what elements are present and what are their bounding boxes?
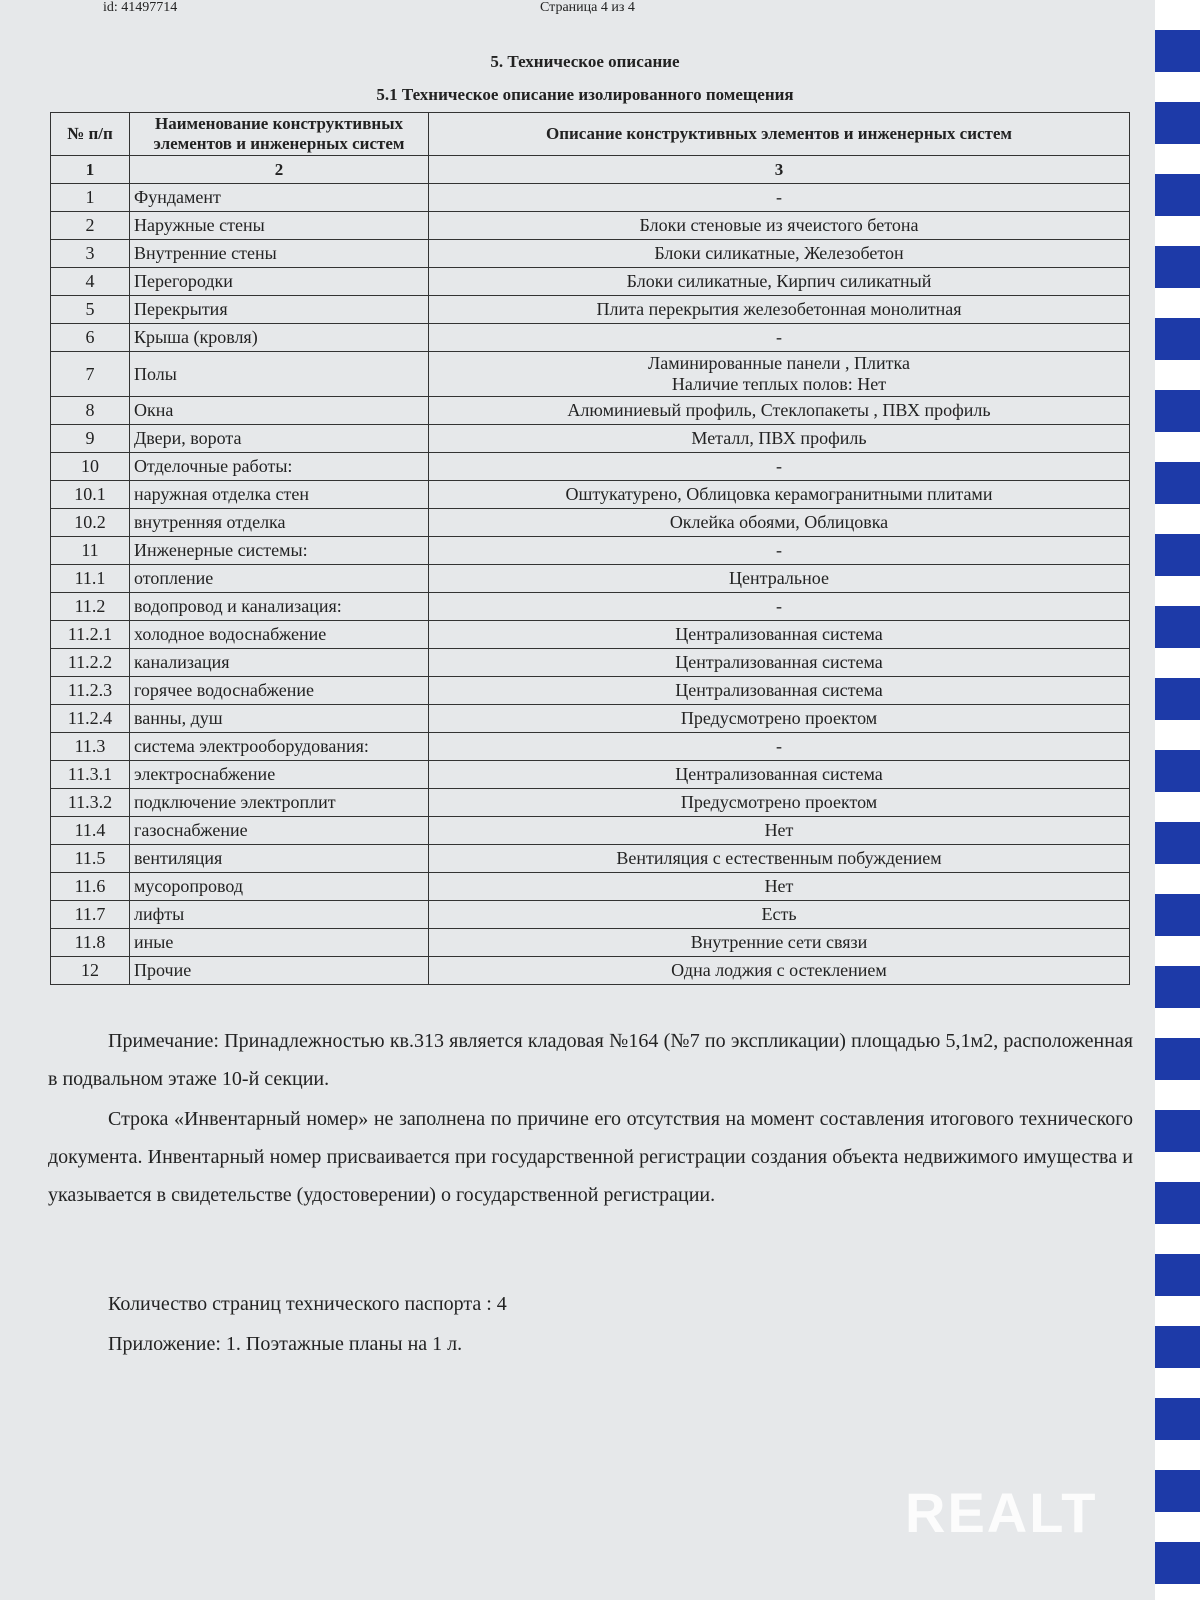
table-cell: - bbox=[429, 733, 1130, 761]
table-cell: система электрооборудования: bbox=[130, 733, 429, 761]
table-cell: Инженерные системы: bbox=[130, 537, 429, 565]
table-cell: 11.2.3 bbox=[51, 677, 130, 705]
table-cell: канализация bbox=[130, 649, 429, 677]
binding-rings bbox=[1155, 0, 1200, 1600]
table-cell: 11.2.1 bbox=[51, 621, 130, 649]
table-cell: Предусмотрено проектом bbox=[429, 789, 1130, 817]
table-cell: Отделочные работы: bbox=[130, 453, 429, 481]
inventory-note: Строка «Инвентарный номер» не заполнена по причине его отсутствия на момент составления итогового технического документа. Инвентарный номер присваивается при государственной регистрации создания объекта недвижимого имущества и указывается в свидетельстве (удостоверении) о государственной регистрации. bbox=[48, 1108, 1133, 1206]
page-number: Страница 4 из 4 bbox=[540, 0, 635, 15]
table-row bbox=[51, 425, 1130, 453]
table-cell: 11.2.2 bbox=[51, 649, 130, 677]
table-cell: водопровод и канализация: bbox=[130, 593, 429, 621]
table-cell: иные bbox=[130, 929, 429, 957]
table-row bbox=[51, 397, 1130, 425]
table-cell: Крыша (кровля) bbox=[130, 324, 429, 352]
table-cell: 2 bbox=[51, 212, 130, 240]
table-cell: вентиляция bbox=[130, 845, 429, 873]
table-row bbox=[51, 268, 1130, 296]
table-cell: подключение электроплит bbox=[130, 789, 429, 817]
table-cell: Двери, ворота bbox=[130, 425, 429, 453]
table-cell: Централизованная система bbox=[429, 677, 1130, 705]
table-cell: отопление bbox=[130, 565, 429, 593]
table-cell: 11.3 bbox=[51, 733, 130, 761]
table-cell: 11 bbox=[51, 537, 130, 565]
table-row bbox=[51, 352, 1130, 397]
table-cell: ванны, душ bbox=[130, 705, 429, 733]
table-cell: Блоки силикатные, Железобетон bbox=[429, 240, 1130, 268]
table-cell: Предусмотрено проектом bbox=[429, 705, 1130, 733]
col-number: 3 bbox=[429, 156, 1130, 184]
table-row bbox=[51, 761, 1130, 789]
watermark-logo: REALT bbox=[905, 1481, 1098, 1544]
table-row bbox=[51, 324, 1130, 352]
table-cell: 4 bbox=[51, 268, 130, 296]
table-row bbox=[51, 901, 1130, 929]
table-row bbox=[51, 184, 1130, 212]
table-cell: Внутренние сети связи bbox=[429, 929, 1130, 957]
col-number: 2 bbox=[130, 156, 429, 184]
table-cell: Нет bbox=[429, 873, 1130, 901]
table-cell: 11.5 bbox=[51, 845, 130, 873]
table-row bbox=[51, 957, 1130, 985]
table-cell: Ламинированные панели , Плитка Наличие теплых полов: Нет bbox=[429, 352, 1130, 397]
table-cell: 1 bbox=[51, 184, 130, 212]
table-cell: - bbox=[429, 537, 1130, 565]
table-cell: 11.2.4 bbox=[51, 705, 130, 733]
table-cell: Перекрытия bbox=[130, 296, 429, 324]
table-cell: 6 bbox=[51, 324, 130, 352]
table-cell: электроснабжение bbox=[130, 761, 429, 789]
table-cell: 11.2 bbox=[51, 593, 130, 621]
table-cell: Централизованная система bbox=[429, 649, 1130, 677]
table-cell: Централизованная система bbox=[429, 621, 1130, 649]
table-cell: Фундамент bbox=[130, 184, 429, 212]
col-header: Описание конструктивных элементов и инженерных систем bbox=[429, 113, 1130, 156]
table-cell: 3 bbox=[51, 240, 130, 268]
table-cell: 11.3.2 bbox=[51, 789, 130, 817]
table-cell: наружная отделка стен bbox=[130, 481, 429, 509]
table-cell: Внутренние стены bbox=[130, 240, 429, 268]
col-header: Наименование конструктивных элементов и инженерных систем bbox=[130, 113, 429, 156]
appendix: Приложение: 1. Поэтажные планы на 1 л. bbox=[108, 1333, 463, 1355]
table-row bbox=[51, 593, 1130, 621]
table-cell: - bbox=[429, 453, 1130, 481]
col-header: № п/п bbox=[51, 113, 130, 156]
table-row bbox=[51, 817, 1130, 845]
table-cell: - bbox=[429, 593, 1130, 621]
table-cell: 10.1 bbox=[51, 481, 130, 509]
table-row bbox=[51, 789, 1130, 817]
table-cell: холодное водоснабжение bbox=[130, 621, 429, 649]
table-cell: 11.3.1 bbox=[51, 761, 130, 789]
table-cell: - bbox=[429, 324, 1130, 352]
table-row bbox=[51, 537, 1130, 565]
table-cell: внутренняя отделка bbox=[130, 509, 429, 537]
table-cell: Плита перекрытия железобетонная монолитная bbox=[429, 296, 1130, 324]
table-cell: Одна лоджия с остеклением bbox=[429, 957, 1130, 985]
table-cell: - bbox=[429, 184, 1130, 212]
table-cell: 10.2 bbox=[51, 509, 130, 537]
note: Примечание: Принадлежностью кв.313 является кладовая №164 (№7 по экспликации) площадью 5,1м2, расположенная в подвальном этаже 10-й секции. bbox=[48, 1030, 1133, 1090]
table-cell: 12 bbox=[51, 957, 130, 985]
table-cell: 9 bbox=[51, 425, 130, 453]
table-cell: Перегородки bbox=[130, 268, 429, 296]
tech-table bbox=[50, 112, 1130, 985]
table-cell: Блоки стеновые из ячеистого бетона bbox=[429, 212, 1130, 240]
document-id: id: 41497714 bbox=[103, 0, 178, 15]
table-cell: 5 bbox=[51, 296, 130, 324]
table-row bbox=[51, 509, 1130, 537]
table-cell: лифты bbox=[130, 901, 429, 929]
table-row bbox=[51, 677, 1130, 705]
table-cell: газоснабжение bbox=[130, 817, 429, 845]
table-cell: Прочие bbox=[130, 957, 429, 985]
table-cell: Полы bbox=[130, 352, 429, 397]
table-cell: горячее водоснабжение bbox=[130, 677, 429, 705]
table-row bbox=[51, 296, 1130, 324]
table-row bbox=[51, 481, 1130, 509]
table-row bbox=[51, 845, 1130, 873]
table-cell: 8 bbox=[51, 397, 130, 425]
table-cell: Оклейка обоями, Облицовка bbox=[429, 509, 1130, 537]
section-title: 5. Техническое описание bbox=[490, 52, 680, 71]
table-row bbox=[51, 733, 1130, 761]
table-row bbox=[51, 621, 1130, 649]
table-row bbox=[51, 565, 1130, 593]
table-cell: Централизованная система bbox=[429, 761, 1130, 789]
table-row bbox=[51, 240, 1130, 268]
table-cell: 11.6 bbox=[51, 873, 130, 901]
table-row bbox=[51, 873, 1130, 901]
table-cell: Есть bbox=[429, 901, 1130, 929]
table-cell: Нет bbox=[429, 817, 1130, 845]
table-cell: Центральное bbox=[429, 565, 1130, 593]
table-cell: мусоропровод bbox=[130, 873, 429, 901]
table-row bbox=[51, 929, 1130, 957]
table-row bbox=[51, 705, 1130, 733]
table-row bbox=[51, 453, 1130, 481]
table-cell: Блоки силикатные, Кирпич силикатный bbox=[429, 268, 1130, 296]
table-cell: Наружные стены bbox=[130, 212, 429, 240]
table-cell: Металл, ПВХ профиль bbox=[429, 425, 1130, 453]
table-cell: 11.8 bbox=[51, 929, 130, 957]
table-cell: Алюминиевый профиль, Стеклопакеты , ПВХ профиль bbox=[429, 397, 1130, 425]
table-row bbox=[51, 649, 1130, 677]
table-cell: Вентиляция с естественным побуждением bbox=[429, 845, 1130, 873]
page-count: Количество страниц технического паспорта : 4 bbox=[108, 1293, 507, 1315]
table-cell: 10 bbox=[51, 453, 130, 481]
col-number: 1 bbox=[51, 156, 130, 184]
table-row bbox=[51, 212, 1130, 240]
table-cell: 11.7 bbox=[51, 901, 130, 929]
table-cell: 11.1 bbox=[51, 565, 130, 593]
table-cell: Окна bbox=[130, 397, 429, 425]
table-cell: Оштукатурено, Облицовка керамогранитными плитами bbox=[429, 481, 1130, 509]
section-subtitle: 5.1 Техническое описание изолированного помещения bbox=[376, 85, 794, 104]
table-cell: 7 bbox=[51, 352, 130, 397]
table-cell: 11.4 bbox=[51, 817, 130, 845]
